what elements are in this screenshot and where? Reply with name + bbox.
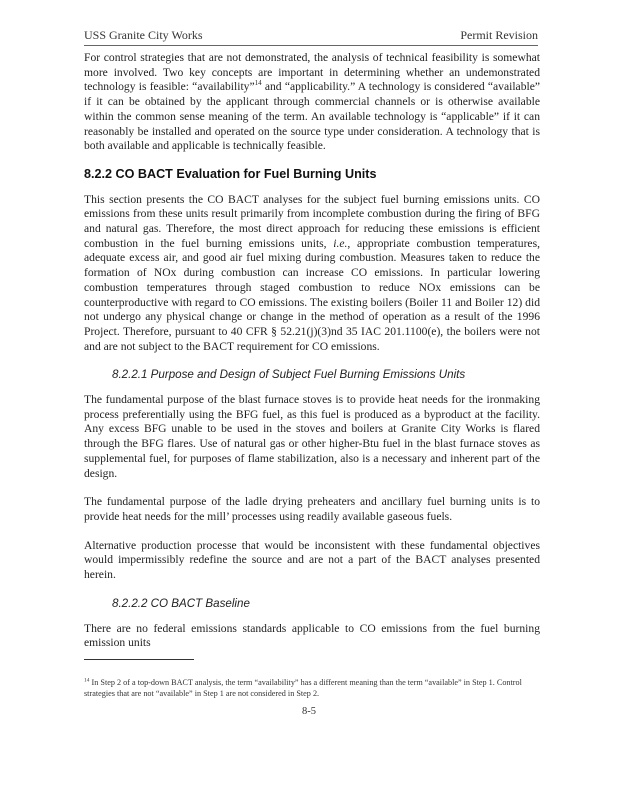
page-body — [84, 51, 540, 651]
section-8-2-2-1-paragraph-1: The fundamental purpose of the blast furnace stoves is to provide heat needs for the ironmaking process preferentially using the BFG fuel, as this fuel is produced as a byproduct at the facility. Any excess BFG unable to be used in the stoves and boilers at Granite City Works is flared through the BFG flares. Use of natural gas or other higher-Btu fuel in the blast furnace stoves as supplemental fuel, for purposes of flame stabilization, also is a necessary and inherent part of the design. — [84, 393, 540, 480]
footnote-reference: 14 — [254, 79, 262, 88]
section-8-2-2-1-paragraph-2: The fundamental purpose of the ladle drying preheaters and ancillary fuel burning units is to provide heat needs for the mill’ processes using readily available gaseous fuels. — [84, 495, 540, 523]
header-company: USS Granite City Works — [84, 28, 203, 42]
footnote-text: In Step 2 of a top-down BACT analysis, the term “availability” has a different meaning than the term “available” in Step 1. Control strategies that are not “available” in Step 1 are not considered in Step 2. — [84, 678, 522, 698]
section-heading-8-2-2-2: 8.2.2.2 CO BACT Baseline — [112, 596, 250, 610]
footnote — [84, 677, 540, 699]
footnote-divider — [84, 659, 194, 660]
footnote-mark: 14 — [84, 677, 90, 684]
paragraph-text: This section presents the CO BACT analyses for the subject fuel burning emissions units. CO emissions from these units result primarily from incomplete combustion during the firing of BFG and natural gas. Therefore, the most direct approach for reducing these emissions is efficient combustion in the fuel burning emissions units, — [84, 192, 540, 250]
page-number: 8-5 — [302, 706, 316, 717]
paragraph-text-continued: , appropriate combustion temperatures, adequate excess air, and good air fuel mixing during combustion. Measures taken to reduce the formation of NOx during combustion can increase CO emissions. In particular lowering combustion temperatures through staged combustion to reduce NOx emissions can be counterproductive with regard to CO emissions. The existing boilers (Boiler 11 and Boiler 12) did not undergo any physical change or change in the method of operation as a result of the 1996 Project. Therefore, pursuant to 40 CFR § 52.21(j)(3)nd 35 IAC 201.1100(e), the boilers were not and are not subject to the BACT requirement for CO emissions. — [84, 236, 540, 353]
header-divider — [84, 45, 538, 46]
header-doc-title: Permit Revision — [460, 28, 538, 42]
intro-text: For control strategies that are not demonstrated, the analysis of technical feasibility is somewhat more involved. Two key concepts are important in determining whether an undemonstrated technology is feasible: “availability” — [84, 51, 540, 94]
section-8-2-2-1-paragraph-3: Alternative production processe that would be inconsistent with these fundamental objectives would impermissibly redefine the source and are not a part of the BACT analyses presented herein. — [84, 538, 540, 582]
section-heading-8-2-2-1: 8.2.2.1 Purpose and Design of Subject Fuel Burning Emissions Units — [112, 368, 466, 382]
section-8-2-2-paragraph — [84, 193, 540, 355]
page-header — [84, 28, 538, 44]
section-heading-8-2-2: 8.2.2 CO BACT Evaluation for Fuel Burning Units — [84, 166, 377, 181]
paragraph-italic-text: i.e. — [333, 236, 348, 250]
section-8-2-2-2-paragraph: There are no federal emissions standards applicable to CO emissions from the fuel burning emission units — [84, 621, 540, 650]
intro-paragraph — [84, 51, 540, 154]
intro-text-continued: and “applicability.” A technology is considered “available” if it can be obtained by the applicant through commercial channels or is otherwise available within the common sense meaning of the term. An available technology is “applicable” if it can reasonably be installed and operated on the source type under consideration. A technology that is both available and applicable is technically feasible. — [84, 80, 541, 153]
